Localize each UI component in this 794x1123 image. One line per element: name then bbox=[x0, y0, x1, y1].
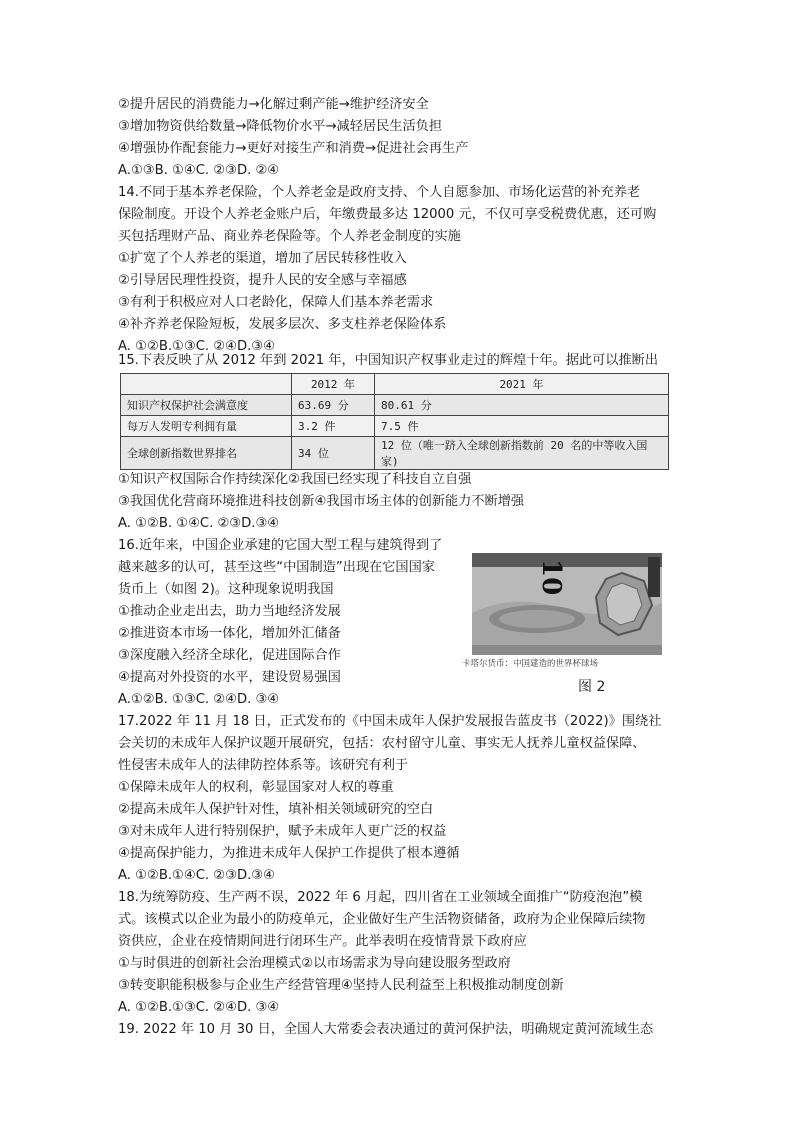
question-14-text: 保险制度。开设个人养老金账户后，年缴费最多达 12000 元，不仅可享受税费优惠，还可购 bbox=[118, 207, 657, 222]
question-19-text: 19. 2022 年 10 月 30 日，全国人大常委会表决通过的黄河保护法，明确规定黄河流域生态 bbox=[118, 1022, 654, 1037]
table-cell: 每万人发明专利拥有量 bbox=[121, 416, 292, 437]
option-line: ②提高未成年人保护针对性，填补相关领域研究的空白 bbox=[118, 802, 434, 817]
banknote-image bbox=[472, 553, 662, 655]
option-line: ①推动企业走出去，助力当地经济发展 bbox=[118, 604, 341, 619]
option-line: ④提高保护能力，为推进未成年人保护工作提供了根本遵循 bbox=[118, 846, 460, 861]
answer-choices: A. ①②B. ①④C. ②③D.③④ bbox=[118, 516, 280, 531]
option-line: ③有利于积极应对人口老龄化，保障人们基本养老需求 bbox=[118, 295, 434, 310]
table-cell: 12 位（唯一跻入全球创新指数前 20 名的中等收入国家) bbox=[375, 437, 669, 470]
table-row bbox=[121, 416, 669, 437]
table-cell: 80.61 分 bbox=[375, 395, 669, 416]
answer-choices: A. ①②B.①③C. ②④D. ③④ bbox=[118, 1000, 280, 1015]
table-cell: 3.2 件 bbox=[292, 416, 375, 437]
question-16-text: 越来越多的认可，甚至这些“中国制造”出现在它国国家 bbox=[118, 560, 435, 575]
banknote-illustration bbox=[472, 553, 662, 655]
option-line: ④提高对外投资的水平，建设贸易强国 bbox=[118, 670, 341, 685]
option-line: ①与时俱进的创新社会治理模式②以市场需求为导向建设服务型政府 bbox=[118, 956, 511, 971]
answer-choices: A.①③B. ①④C. ②③D. ②④ bbox=[118, 163, 280, 178]
option-line: ③增加物资供给数量→降低物价水平→减轻居民生活负担 bbox=[118, 119, 443, 134]
option-line: ③对未成年人进行特别保护，赋予未成年人更广泛的权益 bbox=[118, 824, 447, 839]
question-15-text: 15.下表反映了从 2012 年到 2021 年，中国知识产权事业走过的辉煌十年。据此可以推断出 bbox=[118, 353, 659, 368]
table-cell: 7.5 件 bbox=[375, 416, 669, 437]
table-cell bbox=[121, 374, 292, 395]
ip-stats-table bbox=[120, 373, 669, 470]
table-row bbox=[121, 395, 669, 416]
figure-caption: 卡塔尔货币：中国建造的世界杯球场 bbox=[462, 659, 599, 669]
option-line: ③深度融入经济全球化，促进国际合作 bbox=[118, 648, 341, 663]
option-line: ③我国优化营商环境推进科技创新④我国市场主体的创新能力不断增强 bbox=[118, 494, 525, 509]
question-17-text: 会关切的未成年人保护议题开展研究，包括：农村留守儿童、事实无人抚养儿童权益保障、 bbox=[118, 736, 646, 751]
answer-choices: A. ①②B.①④C. ②③D.③④ bbox=[118, 868, 275, 883]
question-14-text: 14.不同于基本养老保险，个人养老金是政府支持、个人自愿参加、市场化运营的补充养老 bbox=[118, 185, 641, 200]
option-line: ②引导居民理性投资，提升人民的安全感与幸福感 bbox=[118, 273, 407, 288]
option-line: ②提升居民的消费能力→化解过剩产能→维护经济安全 bbox=[118, 97, 429, 112]
option-line: ①保障未成年人的权利，彰显国家对人权的尊重 bbox=[118, 780, 394, 795]
table-cell: 知识产权保护社会满意度 bbox=[121, 395, 292, 416]
question-18-text: 18.为统筹防疫、生产两不误，2022 年 6 月起，四川省在工业领域全面推广“防疫泡泡”模 bbox=[118, 890, 643, 905]
question-17-text: 性侵害未成年人的法律防控体系等。该研究有利于 bbox=[118, 758, 409, 773]
table-header-row bbox=[121, 374, 669, 395]
answer-choices: A.①②B. ①③C. ②④D. ③④ bbox=[118, 692, 280, 707]
option-line: ②推进资本市场一体化，增加外汇储备 bbox=[118, 626, 341, 641]
question-17-text: 17.2022 年 11 月 18 日，正式发布的《中国未成年人保护发展报告蓝皮书（2022)》围绕社 bbox=[118, 714, 662, 729]
banknote-denomination: 10 bbox=[536, 559, 566, 596]
option-line: ①知识产权国际合作持续深化②我国已经实现了科技自立自强 bbox=[118, 472, 472, 487]
question-18-text: 资供应，企业在疫情期间进行闭环生产。此举表明在疫情背景下政府应 bbox=[118, 934, 527, 949]
question-18-text: 式。该模式以企业为最小的防疫单元，企业做好生产生活物资储备，政府为企业保障后续物 bbox=[118, 912, 646, 927]
table-cell: 63.69 分 bbox=[292, 395, 375, 416]
option-line: ③转变职能积极参与企业生产经营管理④坚持人民利益至上积极推动制度创新 bbox=[118, 978, 564, 993]
option-line: ①扩宽了个人养老的渠道，增加了居民转移性收入 bbox=[118, 251, 407, 266]
table-cell: 2012 年 bbox=[292, 374, 375, 395]
figure-number: 图 2 bbox=[578, 679, 606, 695]
table-cell: 34 位 bbox=[292, 437, 375, 470]
answer-choices: A. ①②B.①③C. ②④D.③④ bbox=[118, 339, 275, 354]
question-14-text: 买包括理财产品、商业养老保险等。个人养老金制度的实施 bbox=[118, 229, 461, 244]
option-line: ④增强协作配套能力→更好对接生产和消费→促进社会再生产 bbox=[118, 141, 469, 156]
question-16-text: 货币上（如图 2)。这种现象说明我国 bbox=[118, 582, 334, 597]
table-row bbox=[121, 437, 669, 470]
question-16-text: 16.近年来，中国企业承建的它国大型工程与建筑得到了 bbox=[118, 538, 443, 553]
option-line: ④补齐养老保险短板，发展多层次、多支柱养老保险体系 bbox=[118, 317, 447, 332]
table-cell: 2021 年 bbox=[375, 374, 669, 395]
table-cell: 全球创新指数世界排名 bbox=[121, 437, 292, 470]
